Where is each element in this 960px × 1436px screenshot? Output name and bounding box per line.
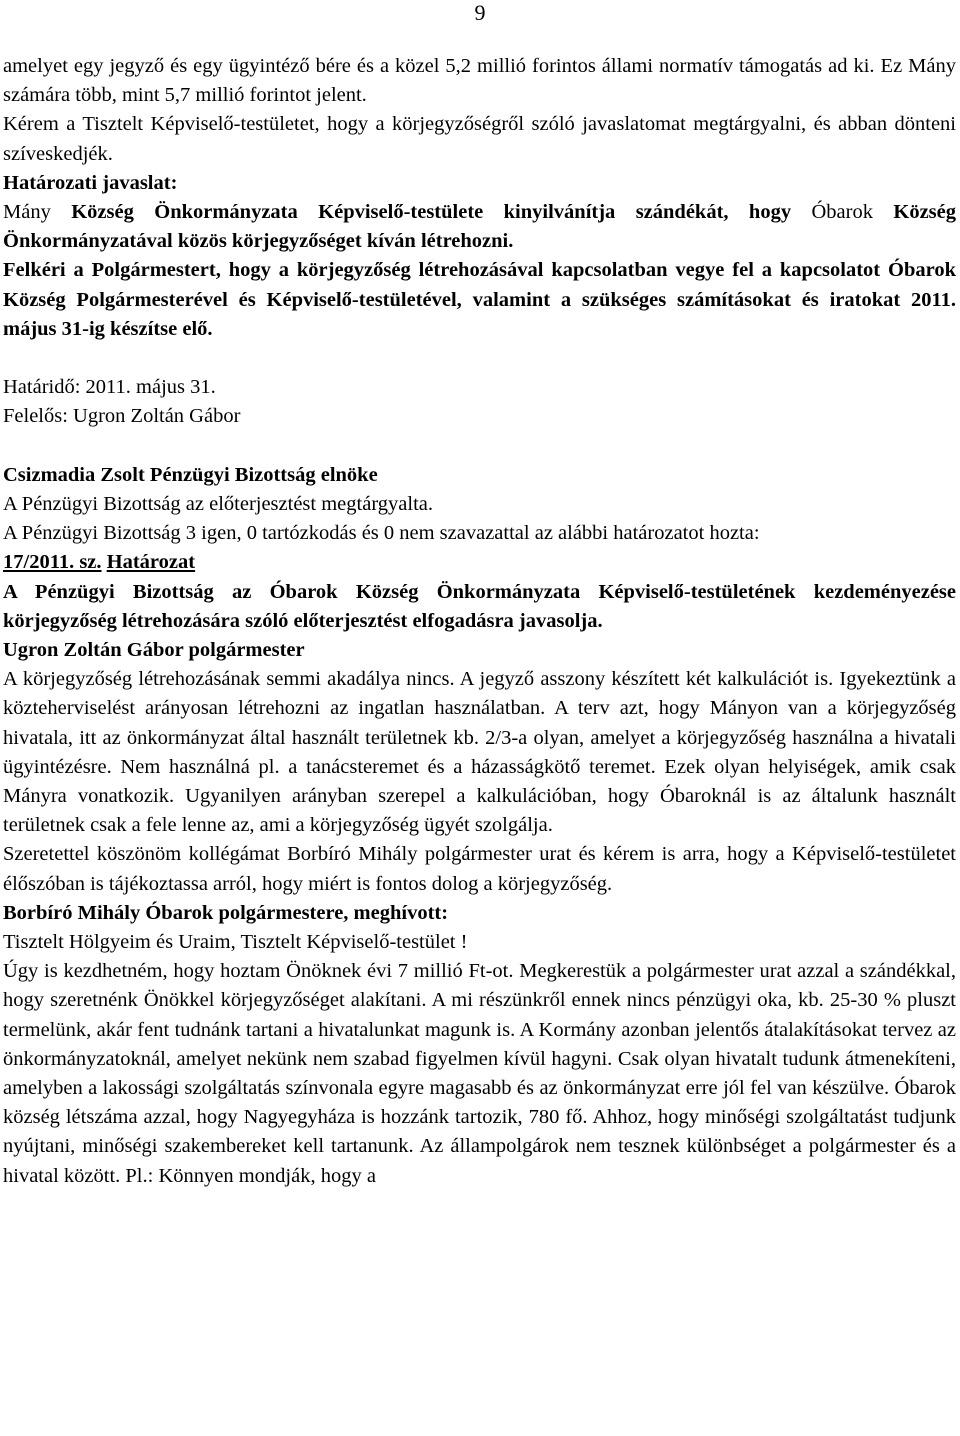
speaker-heading: Borbíró Mihály Óbarok polgármestere, meghívott: [3, 901, 449, 924]
text-span: Óbarok [811, 201, 873, 224]
speaker-heading: Csizmadia Zsolt Pénzügyi Bizottság elnöke [3, 463, 378, 486]
section-heading: Határozati javaslat: [3, 171, 178, 194]
paragraph: Úgy is kezdhetném, hogy hoztam Önöknek évi 7 millió Ft-ot. Megkerestük a polgármester urat azzal a szándékkal, hogy szeretnénk Önökkel körjegyzőséget alakítani. A mi részünkről ennek nincs pénzügyi oka, kb. 25-30 % pluszt termelünk, akár fent tudnánk tartani a hivatalunkat magunk is. A Kormány azonban jelentős átalakításokat tervez az önkormányzatoknál, amelyet nekünk nem szabad figyelmen kívül hagyni. Csak olyan hivatalt tudunk átmenekíteni, amelyben a lakossági szolgáltatás színvonala egyre magasabb és az önkormányzat erre jól fel van készülve. Óbarok község létszáma azzal, hogy Nagyegyháza is hozzánk tartozik, 780 fő. Ahhoz, hogy minőségi szolgáltatást tudjunk nyújtani, minőségi szakembereket kell tartanunk. Az állampolgárok nem tesznek különbséget a polgármester és a hivatal között. Pl.: Könnyen mondják, hogy a [3, 960, 956, 1187]
spacer [3, 432, 956, 461]
paragraph: amelyet egy jegyző és egy ügyintéző bére és a közel 5,2 millió forintos állami normatív támogatás ad ki. Ez Mány számára több, mint 5,7 millió forintot jelent. [3, 55, 956, 107]
text-span: Község Önkormányzata Képviselő-testülete kinyilvánítja szándékát, hogy [71, 201, 792, 224]
page-number: 9 [474, 0, 486, 25]
resolution-number [3, 548, 956, 577]
responsible: Felelős: Ugron Zoltán Gábor [3, 405, 241, 428]
paragraph: Szeretettel köszönöm kollégámat Borbíró Mihály polgármester urat és kérem is arra, hogy a Képviselő-testületet élőszóban is tájékoztassa arról, hogy miért is fontos dolog a körjegyzőség. [3, 843, 956, 895]
document-body [3, 52, 956, 1191]
speaker-heading: Ugron Zoltán Gábor polgármester [3, 639, 305, 662]
resolution-text: A Pénzügyi Bizottság az Óbarok Község Önkormányzata Képviselő-testületének kezdeményezése körjegyzőség létrehozására szóló előterjesztést elfogadásra javasolja. [3, 580, 956, 632]
text-span: Határozat [106, 551, 196, 574]
paragraph: Tisztelt Hölgyeim és Uraim, Tisztelt Képviselő-testület ! [3, 931, 468, 954]
text-span: Község Önkormányzatával közös körjegyzőséget kíván létrehozni. [3, 201, 957, 253]
text-span: Mány [3, 201, 51, 224]
paragraph: A körjegyzőség létrehozásának semmi akadálya nincs. A jegyző asszony készített két kalkulációt is. Igyekeztünk a közteherviselést arányosan létrehozni az ingatlan használatban. A terv azt, hogy Mányon van a körjegyzőség hivatala, itt az önkormányzat által használt területnek kb. 2/3-a olyan, amelyet a körjegyzőség használna a hivatali ügyintézésre. Nem használná pl. a tanácsteremet és a házasságkötő teremet. Ezek olyan helyiségek, amik csak Mányra vonatkozik. Ugyanilyen arányban szerepel a kalkulációban, hogy Óbaroknál is az általunk használt területnek csak a fele lenne az, ami a körjegyzőség ügyét szolgálja. [3, 668, 956, 837]
paragraph: A Pénzügyi Bizottság 3 igen, 0 tartózkodás és 0 nem szavazattal az alábbi határozatot hozta: [3, 522, 760, 545]
spacer [3, 344, 956, 373]
text-span: 17/2011. sz. [3, 551, 102, 574]
paragraph: Kérem a Tisztelt Képviselő-testületet, hogy a körjegyzőségről szóló javaslatomat megtárgyalni, és abban dönteni szíveskedjék. [3, 113, 956, 165]
paragraph: Felkéri a Polgármestert, hogy a körjegyzőség létrehozásával kapcsolatban vegye fel a kapcsolatot Óbarok Község Polgármesterével és Képviselő-testületével, valamint a szükséges számításokat és iratokat 2011. május 31-ig készítse elő. [3, 259, 956, 340]
resolution-proposal [3, 198, 956, 256]
paragraph: A Pénzügyi Bizottság az előterjesztést megtárgyalta. [3, 493, 433, 516]
deadline: Határidő: 2011. május 31. [3, 376, 216, 399]
